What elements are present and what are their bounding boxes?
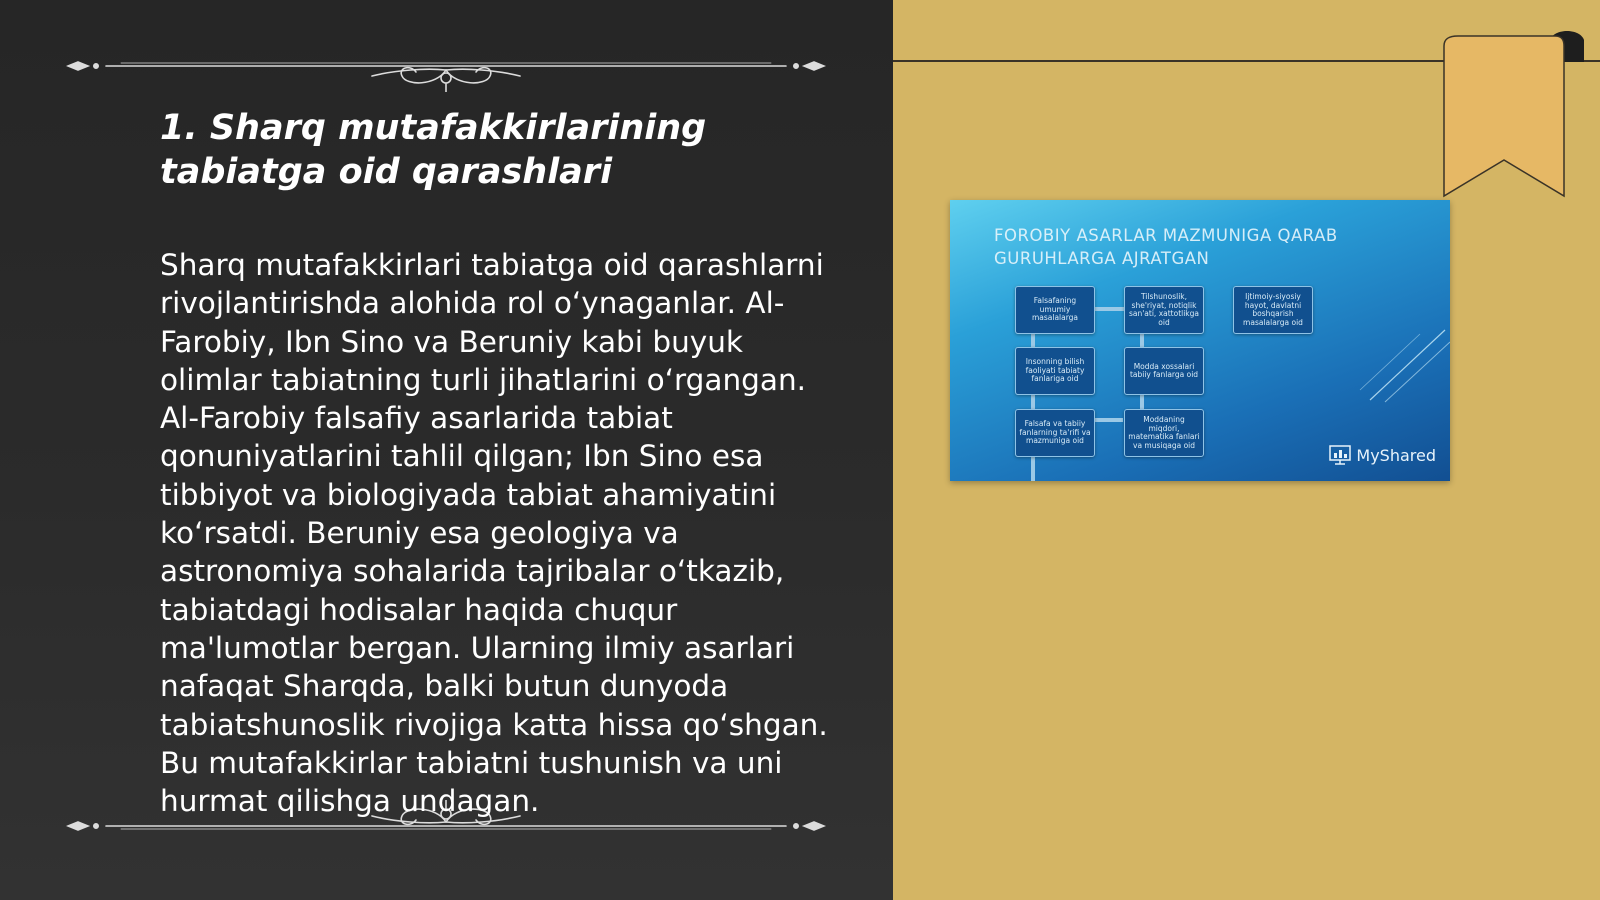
- watermark-label: MyShared: [1356, 445, 1436, 465]
- diagram-box: Insonning bilish faoliyati tabiaty fanlariga oid: [1015, 347, 1095, 395]
- diagram-box: Falsafa va tabiiy fanlarning ta'rifi va mazmuniga oid: [1015, 409, 1095, 457]
- diagram-box: Modda xossalari tabiiy fanlarga oid: [1124, 347, 1204, 395]
- slide-title: 1. Sharq mutafakkirlarining tabiatga oid qarashlari: [160, 108, 707, 192]
- diagram-box: Falsafaning umumiy masalalarga: [1015, 286, 1095, 334]
- diagram-connector: [1093, 418, 1123, 422]
- embedded-slide-image: [950, 200, 1450, 481]
- body-paragraph: Sharq mutafakkirlari tabiatga oid qarashlarni rivojlantirishda alohida rol o‘ynaganlar. Al-Farobiy, Ibn Sino va Beruniy kabi buyuk olimlar tabiatning turli jihatlarini o‘rgangan. Al-Farobiy falsafiy asarlarida tabiat qonuniyatlarini tahlil qilgan; Ibn Sino esa tibbiyot va biologiyada tabiat ahamiyatini ko‘rsatdi. Beruniy esa geologiya va astronomiya sohalarida tajribalar o‘tkazib, tabiatdagi hodisalar haqida chuqur ma'lumotlar bergan. Ularning ilmiy asarlari nafaqat Sharqda, balki butun dunyoda tabiatshunoslik rivojiga katta hissa qo‘shgan. Bu mutafakkirlar tabiatni tushunish va uni hurmat qilishga undagan.: [160, 248, 828, 819]
- bookmark-ribbon-icon: [1430, 30, 1600, 205]
- diagram-box: Tilshunoslik, she'riyat, notiqlik san'ati, xattotlikga oid: [1124, 286, 1204, 334]
- diagram-box: Ijtimoiy-siyosiy hayot, davlatni boshqarish masalalarga oid: [1233, 286, 1313, 334]
- diagram-box: Moddaning miqdori, matematika fanlari va musiqaga oid: [1124, 409, 1204, 457]
- chart-logo-icon: [1329, 445, 1351, 465]
- embedded-slide-title: FOROBIY ASARLAR MAZMUNIGA QARAB GURUHLARGA AJRATGAN: [994, 226, 1338, 268]
- light-streak-decoration: [1350, 320, 1450, 420]
- ornamental-divider-top: [66, 42, 826, 92]
- watermark: [1329, 445, 1436, 465]
